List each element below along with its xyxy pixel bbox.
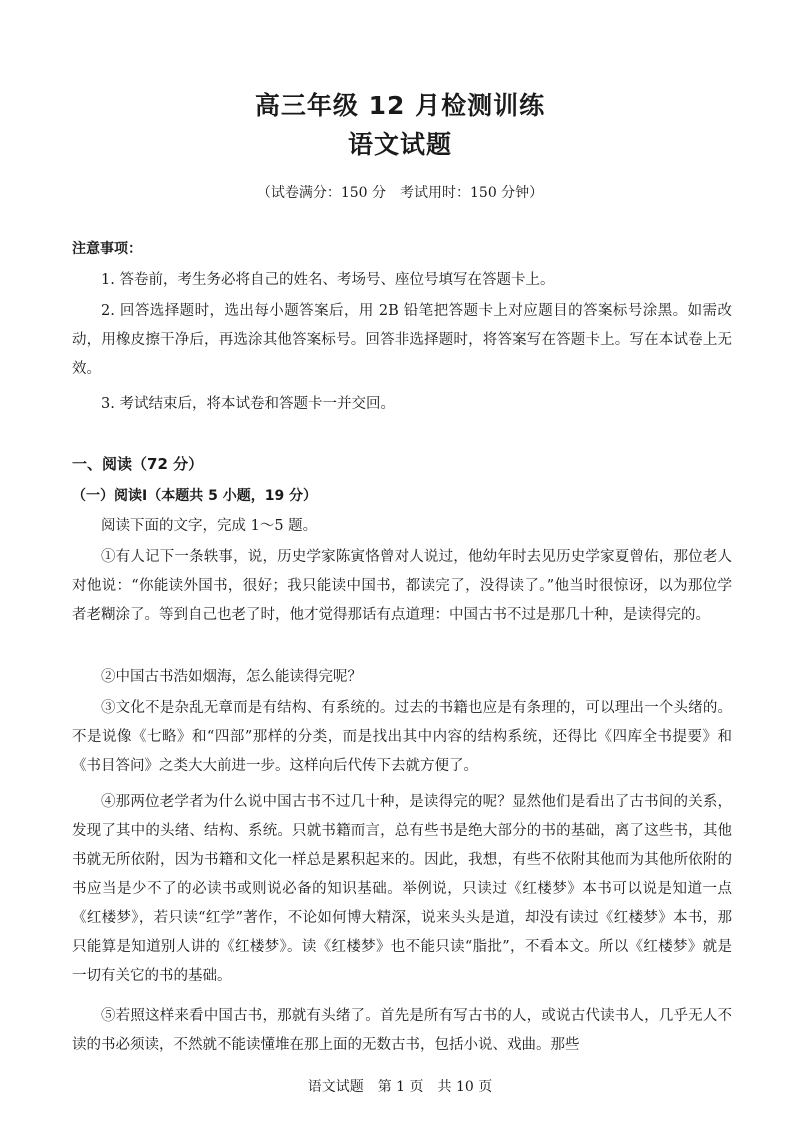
- exam-info: （试卷满分：150 分 考试用时：150 分钟）: [256, 185, 544, 201]
- reading-instruction: 阅读下面的文字，完成 1～5 题。: [101, 518, 318, 534]
- passage-paragraph-2: ②中国古书浩如烟海，怎么能读得完呢？: [101, 669, 362, 685]
- passage-paragraph-1: ①有人记下一条轶事，说，历史学家陈寅恪曾对人说过，他幼年时去见历史学家夏曾佑，那位老人对他说：“你能读外国书，很好；我只能读中国书，都读完了，没得读了。”他当时很惊讶，以为那位学者老糊涂了。等到自己也老了时，他才觉得那话有点道理：中国古书不过是那几十种，是读得完的。: [72, 549, 732, 623]
- passage-paragraph-3: ③文化不是杂乱无章而是有结构、有系统的。过去的书籍也应是有条理的，可以理出一个头绪的。不是说像《七略》和“四部”那样的分类，而是找出其中内容的结构系统，还得比《四库全书提要》和《书目答问》之类大大前进一步。这样向后代传下去就方便了。: [72, 700, 732, 774]
- page-footer: 语文试题 第 1 页 共 10 页: [307, 1079, 493, 1095]
- section-heading: 一、阅读（72 分）: [72, 455, 204, 473]
- exam-subject-title: 语文试题: [347, 130, 452, 159]
- section-subheading: （一）阅读Ⅰ（本题共 5 小题，19 分）: [72, 488, 318, 504]
- passage-paragraph-4: ④那两位老学者为什么说中国古书不过几十种，是读得完的呢？显然他们是看出了古书间的关系，发现了其中的头绪、结构、系统。只就书籍而言，总有些书是绝大部分的书的基础，离了这些书，其他书就无所依附，因为书籍和文化一样总是累积起来的。因此，我想，有些不依附其他而为其他所依附的书应当是少不了的必读书或则说必备的知识基础。举例说，只读过《红楼梦》本书可以说是知道一点《红楼梦》，若只读“红学”著作，不论如何博大精深，说来头头是道，却没有读过《红楼梦》本书，那只能算是知道别人讲的《红楼梦》。读《红楼梦》也不能只读“脂批”，不看本文。所以《红楼梦》就是一切有关它的书的基础。: [72, 794, 732, 984]
- notice-heading: 注意事项：: [72, 241, 142, 257]
- passage-paragraph-5: ⑤若照这样来看中国古书，那就有头绪了。首先是所有写古书的人，或说古代读书人，几乎无人不读的书必须读，不然就不能读懂堆在那上面的无数古书，包括小说、戏曲。那些: [72, 1008, 732, 1053]
- notice-item-3: 3. 考试结束后，将本试卷和答题卡一并交回。: [101, 396, 395, 412]
- exam-title: 高三年级 12 月检测训练: [254, 91, 546, 120]
- notice-item-1: 1. 答卷前，考生务必将自己的姓名、考场号、座位号填写在答题卡上。: [101, 272, 555, 288]
- notice-item-2: 2. 回答选择题时，选出每小题答案后，用 2B 铅笔把答题卡上对应题目的答案标号涂黑。如需改动，用橡皮擦干净后，再选涂其他答案标号。回答非选择题时，将答案写在答题卡上。写在本试卷上无效。: [72, 303, 732, 377]
